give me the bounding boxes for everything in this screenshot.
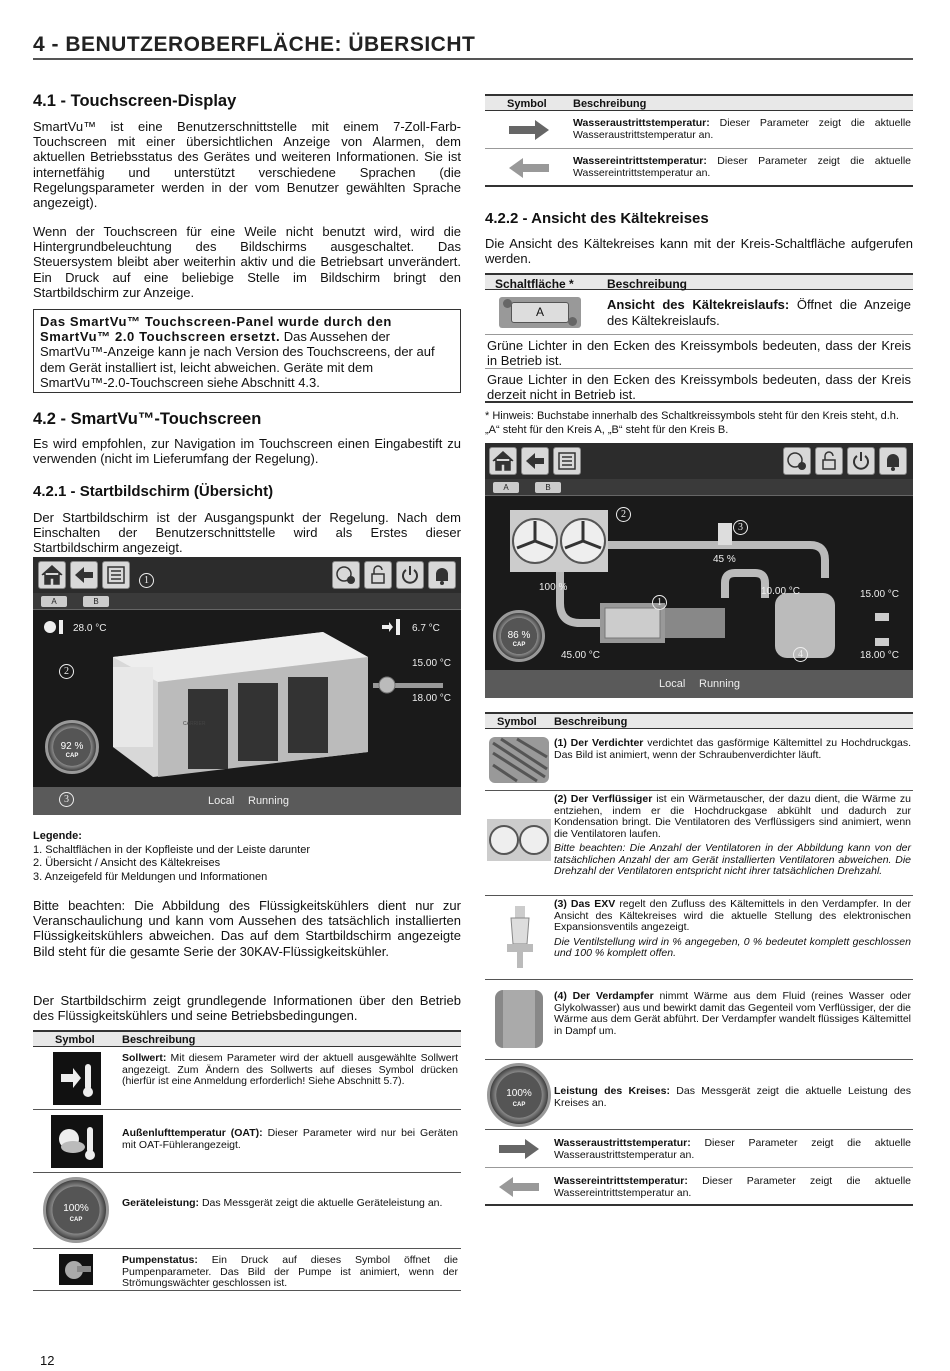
entering-water-arrow-icon — [497, 1176, 541, 1198]
row-text: ist ein Wärmetauscher, der dazu dient, die Wärme zu entziehen, indem er die Hochdruckgase abkühlt und dadurch zur Kondensation bringt. Die Ventilatoren des Verflüssigers sind animiert, wenn die Ventilatoren laufen. — [554, 793, 911, 840]
gauge-value: 86 % — [507, 630, 531, 642]
circuit-button-table — [485, 273, 913, 403]
row-text: Das Messgerät zeigt die aktuelle Leistung des Kreises an. — [554, 1085, 911, 1109]
row-description: Grüne Lichter in den Ecken des Kreissymbols bedeuten, dass der Kreis in Betrieb ist. — [487, 338, 911, 368]
table-row — [485, 1168, 913, 1206]
pump-icon — [59, 1254, 93, 1285]
home-screen-image — [33, 557, 461, 815]
legend-item-1: 1. Schaltflächen in der Kopfleiste und der Leiste darunter — [33, 843, 311, 856]
row-note: Die Ventilstellung wird in % angegeben, 0 % bedeutet komplett geschlossen und 100 % komplett offen. — [554, 935, 911, 959]
leaving-water-value: 15.00 °C — [860, 589, 900, 600]
leaving-water-value: 15.00 °C — [412, 658, 452, 669]
col-description: Beschreibung — [573, 98, 647, 110]
col-description: Beschreibung — [607, 277, 688, 291]
row-description — [554, 794, 911, 878]
row-term: Leistung des Kreises: — [554, 1085, 670, 1097]
chapter-title: 4 - BENUTZEROBERFLÄCHE: ÜBERSICHT — [33, 33, 476, 56]
gauge-value: 100% — [506, 1088, 532, 1100]
pump-pipe-illustration — [373, 675, 443, 697]
marker-2: 2 — [59, 664, 74, 679]
row-text: Ein Druck auf dieses Symbol öffnet die Pumpenparameter. Das Bild der Pumpe ist animiert, wenn der Strömungswächter geschlossen ist. — [122, 1254, 458, 1289]
circuit-light — [503, 299, 512, 308]
network-gear-icon[interactable] — [783, 447, 811, 475]
setpoint-thermometer-icon[interactable] — [381, 617, 403, 637]
note-text: Das Aussehen der SmartVu™-Anzeige kann je nach Version des Touchscreens, der auf dem Gerät installiert ist, leicht abweichen. Geräte mit dem SmartVu™-2.0-Touchscreen siehe Abschnitt 4.3. — [40, 329, 435, 390]
condensing-temp-value: 10.00 °C — [761, 586, 801, 597]
marker-4: 4 — [793, 647, 808, 662]
network-gear-icon[interactable] — [332, 561, 360, 589]
row-text: Mit diesem Parameter wird der aktuell ausgewählte Sollwert angezeigt. Zum Ändern des Sollwerts auf dieses Symbol drücken (hierfür ist eine Anmeldung erforderlich! Siehe Abschnitt 5.7). — [122, 1052, 458, 1087]
gauge-label: CAP — [69, 1217, 83, 1224]
power-icon[interactable] — [396, 561, 424, 589]
status-bar[interactable] — [33, 787, 461, 815]
suction-temp-value: 45.00 °C — [561, 650, 601, 661]
row-description — [554, 1138, 911, 1161]
oat-sun-icon[interactable] — [41, 617, 67, 639]
status-state: Running — [699, 678, 740, 690]
circuit-tab-a[interactable]: A — [41, 596, 67, 607]
screen-top-bar — [33, 557, 461, 593]
row-description — [122, 1053, 458, 1088]
section-4-2-2-heading: 4.2.2 - Ansicht des Kältekreises — [485, 210, 709, 227]
marker-1: 1 — [652, 595, 667, 610]
home-icon[interactable] — [489, 447, 517, 475]
row-text: Dieser Parameter zeigt die aktuelle Wasseraustrittstemperatur an. — [554, 1137, 911, 1161]
row-description — [554, 899, 911, 960]
circuit-symbols-table — [485, 712, 913, 1206]
row-text: Dieser Parameter wird nur bei Geräten mit OAT-Fühlerangezeigt. — [122, 1127, 458, 1151]
table-row — [485, 896, 913, 980]
row-text: Dieser Parameter zeigt die aktuelle Wasseraustrittstemperatur an. — [573, 117, 911, 141]
expansion-valve-icon — [505, 904, 535, 970]
entering-water-arrow-icon — [507, 157, 551, 179]
circuit-screen-image — [485, 443, 913, 698]
exv-position-value: 45 % — [713, 554, 736, 565]
capacity-gauge[interactable] — [45, 720, 99, 774]
section-4-1-heading: 4.1 - Touchscreen-Display — [33, 92, 237, 110]
col-description: Beschreibung — [554, 716, 628, 728]
note-box — [33, 309, 461, 393]
unit-brand-label: CARRIER — [183, 721, 206, 727]
capacity-gauge-icon — [43, 1177, 109, 1243]
circuit-a-button-icon — [499, 297, 581, 328]
table-header — [485, 712, 913, 729]
alarm-bell-icon[interactable] — [879, 447, 907, 475]
screen-circuit-tabs — [485, 479, 913, 496]
row-description — [554, 991, 911, 1037]
row-term: Wassereintrittstemperatur: — [554, 1175, 688, 1187]
circuit-capacity-gauge-icon — [487, 1063, 551, 1127]
oat-value: 28.0 °C — [73, 623, 107, 634]
gauge-label: CAP — [512, 1101, 526, 1108]
row-text: regelt den Zufluss des Kältemittels in den Verdampfer. In der Ansicht des Kältekreises wird die aktuelle Stellung des elektronischen Expansionsventils angezeigt. — [554, 898, 911, 933]
circuit-a-label: A — [511, 302, 569, 323]
row-description — [554, 1086, 911, 1109]
row-term: Wasseraustrittstemperatur: — [573, 117, 710, 129]
legend-title: Legende: — [33, 830, 82, 842]
row-term: Ansicht des Kältekreislaufs: — [607, 297, 790, 312]
circuit-tab-a[interactable]: A — [493, 482, 519, 493]
compressor-icon — [487, 733, 551, 787]
row-note: Bitte beachten: Die Anzahl der Ventilatoren in der Abbildung kann von der tatsächlichen Anzahl der am Gerät installierten Ventilatoren abweichen. Die Drehzahl der Ventilatoren entspricht nicht ihrer tatsächlichen Drehzahl. — [554, 842, 911, 877]
section-4-2-paragraph: Es wird empfohlen, zur Navigation im Touchscreen einen Eingabestift zu verwenden (nicht im Lieferumfang der Regelung). — [33, 436, 461, 467]
section-4-1-paragraph-2: Wenn der Touchscreen für eine Weile nicht benutzt wird, wird die Hintergrundbeleuchtung des Bildschirms ausgeschaltet. Das Steuersystem bleibt aber weiterhin aktiv und die Betriebsart unverändert. Ein Druck auf eine beliebige Stelle im Bildschirm bringt den Startbildschirm zur Anzeige. — [33, 224, 461, 300]
menu-list-icon[interactable] — [102, 561, 130, 589]
section-4-2-1-paragraph-1: Der Startbildschirm ist der Ausgangspunkt der Regelung. Nach dem Einschalten der Benutzerschnittstelle wird als Erstes dieser Startbildschirm angezeigt. — [33, 510, 461, 556]
row-description — [122, 1128, 458, 1151]
section-4-2-1-paragraph-2: Bitte beachten: Die Abbildung des Flüssigkeitskühlers dient nur zur Veranschaulichung und kann vom Aussehen des tatsächlich installierten Flüssigkeitskühlers abweichen. Das auf dem Startbildschirm angezeigte Bild steht für die gesamte Serie der 30KAV-Flüssigkeitskühler. — [33, 898, 461, 959]
entering-water-value: 18.00 °C — [860, 650, 900, 661]
status-bar[interactable] — [485, 670, 913, 698]
table-row — [485, 791, 913, 896]
table-row — [485, 1130, 913, 1168]
section-4-2-2-paragraph: Die Ansicht des Kältekreises kann mit der Kreis-Schaltfläche aufgerufen werden. — [485, 236, 913, 267]
entering-water-value: 18.00 °C — [412, 693, 452, 704]
condenser-fans-icon — [487, 813, 551, 867]
table-header — [485, 94, 913, 111]
status-mode: Local — [208, 795, 235, 807]
table-row — [485, 290, 913, 335]
screen-top-bar — [485, 443, 913, 479]
marker-1: 1 — [139, 573, 154, 588]
leaving-water-arrow-icon — [507, 119, 551, 141]
row-term: Sollwert: — [122, 1052, 167, 1064]
home-icon[interactable] — [38, 561, 66, 589]
row-term: Geräteleistung: — [122, 1197, 200, 1209]
circuit-tab-b[interactable]: B — [83, 596, 109, 607]
chiller-unit-illustration — [93, 617, 373, 787]
section-4-2-heading: 4.2 - SmartVu™-Touchscreen — [33, 410, 262, 428]
row-description — [122, 1255, 458, 1290]
col-symbol: Symbol — [497, 716, 537, 728]
section-4-2-1-heading: 4.2.1 - Startbildschirm (Übersicht) — [33, 483, 274, 500]
screen-circuit-tabs — [33, 593, 461, 610]
table-row — [33, 1173, 461, 1249]
table-row — [485, 149, 913, 187]
table-row — [33, 1047, 461, 1110]
row-term: Wasseraustrittstemperatur: — [554, 1137, 691, 1149]
col-button: Schaltfläche * — [495, 277, 574, 291]
evaporator-icon — [489, 988, 549, 1050]
row-text: Das Messgerät zeigt die aktuelle Geräteleistung an. — [199, 1197, 443, 1209]
power-icon[interactable] — [847, 447, 875, 475]
row-term: (1) Der Verdichter — [554, 737, 644, 749]
table-row — [485, 1060, 913, 1130]
water-temp-table-top — [485, 94, 913, 187]
status-state: Running — [248, 795, 289, 807]
col-symbol: Symbol — [507, 98, 547, 110]
circuit-tab-b[interactable]: B — [535, 482, 561, 493]
row-description — [573, 156, 911, 179]
circuit-capacity-gauge[interactable] — [493, 610, 545, 662]
row-text: Öffnet die Anzeige des Kältekreislaufs. — [607, 297, 911, 328]
circuit-light — [568, 317, 577, 326]
row-description — [122, 1198, 458, 1210]
row-term: Pumpenstatus: — [122, 1254, 198, 1266]
setpoint-thermometer-icon — [53, 1052, 101, 1105]
home-symbols-table — [33, 1030, 461, 1291]
marker-3: 3 — [59, 792, 74, 807]
col-description: Beschreibung — [122, 1034, 196, 1046]
oat-sun-thermometer-icon — [51, 1115, 103, 1168]
marker-3: 3 — [733, 520, 748, 535]
row-term: (4) Der Verdampfer — [554, 990, 654, 1002]
row-text: Dieser Parameter zeigt die aktuelle Wassereintrittstemperatur an. — [573, 155, 911, 179]
lock-icon[interactable] — [815, 447, 843, 475]
marker-2: 2 — [616, 507, 631, 522]
table-row — [485, 980, 913, 1060]
gauge-value: 100% — [63, 1202, 89, 1214]
back-arrow-icon[interactable] — [70, 561, 98, 589]
legend-item-3: 3. Anzeigefeld für Meldungen und Informationen — [33, 870, 268, 883]
table-row — [485, 369, 913, 403]
table-row — [485, 111, 913, 149]
row-description — [573, 118, 911, 141]
row-text: Dieser Parameter zeigt die aktuelle Wassereintrittstemperatur an. — [554, 1175, 911, 1199]
capacity-gauge-label: CAP — [65, 752, 79, 759]
alarm-bell-icon[interactable] — [428, 561, 456, 589]
row-description — [554, 738, 911, 761]
capacity-gauge-value: 92 % — [60, 741, 84, 753]
leaving-water-arrow-icon — [497, 1138, 541, 1160]
section-4-2-1-paragraph-3: Der Startbildschirm zeigt grundlegende Informationen über den Betrieb des Flüssigkeitskühlers und seine Betriebsbedingungen. — [33, 993, 461, 1024]
table-row — [33, 1110, 461, 1173]
row-description — [554, 1176, 911, 1199]
status-mode: Local — [659, 678, 686, 690]
col-symbol: Symbol — [55, 1034, 95, 1046]
row-term: Außenlufttemperatur (OAT): — [122, 1127, 263, 1139]
menu-list-icon[interactable] — [553, 447, 581, 475]
table-row — [33, 1249, 461, 1291]
fan-speed-value: 100 % — [539, 582, 568, 593]
table-row — [485, 729, 913, 791]
header-rule — [33, 58, 913, 60]
back-arrow-icon[interactable] — [521, 447, 549, 475]
note-bold: Das SmartVu™ Touchscreen-Panel wurde durch den SmartVu™ 2.0 Touchscreen ersetzt. — [40, 314, 392, 345]
setpoint-value: 6.7 °C — [412, 623, 440, 634]
row-term: (2) Der Verflüssiger — [554, 793, 653, 805]
row-text: nimmt Wärme aus dem Fluid (reines Wasser oder Glykolwasser) aus und bewirkt damit das Gegenteil vom Verflüssiger, der die Wärme aus dem Gerät abführt. Der Verdampfer wandelt flüssiges Kältemittel in Dampf um. — [554, 990, 911, 1037]
section-4-1-paragraph-1: SmartVu™ ist eine Benutzerschnittstelle mit einem 7-Zoll-Farb-Touchscreen mit einer übersichtlichen Anzeige von Alarmen, dem aktuellen Betriebsstatus des Gerätes und weiteren Informationen. Sie ist internetfähig und unterstützt verschiedene Sprachen (die Regelungsparameter werden in der vom Benutzer gewählten Sprache angezeigt). — [33, 119, 461, 211]
row-description — [607, 297, 911, 328]
page-number: 12 — [40, 1353, 55, 1368]
row-description: Graue Lichter in den Ecken des Kreissymbols bedeuten, dass der Kreis derzeit nicht in Betrieb ist. — [487, 372, 911, 402]
row-text: verdichtet das gasförmige Kältemittel zu Hochdruckgas. Das Bild ist animiert, wenn der Schraubenverdichter läuft. — [554, 737, 911, 761]
circuit-hint: * Hinweis: Buchstabe innerhalb des Schaltkreissymbols steht für den Kreis steht, d.h. „A“ steht für den Kreis A, „B“ steht für den Kreis B. — [485, 410, 899, 436]
table-header — [33, 1030, 461, 1047]
row-term: Wassereintrittstemperatur: — [573, 155, 707, 167]
table-row — [485, 335, 913, 369]
row-term: (3) Das EXV — [554, 898, 616, 910]
table-header — [485, 273, 913, 290]
gauge-label: CAP — [512, 641, 526, 648]
legend-item-2: 2. Übersicht / Ansicht des Kältekreises — [33, 857, 221, 869]
lock-icon[interactable] — [364, 561, 392, 589]
legend — [33, 830, 461, 884]
